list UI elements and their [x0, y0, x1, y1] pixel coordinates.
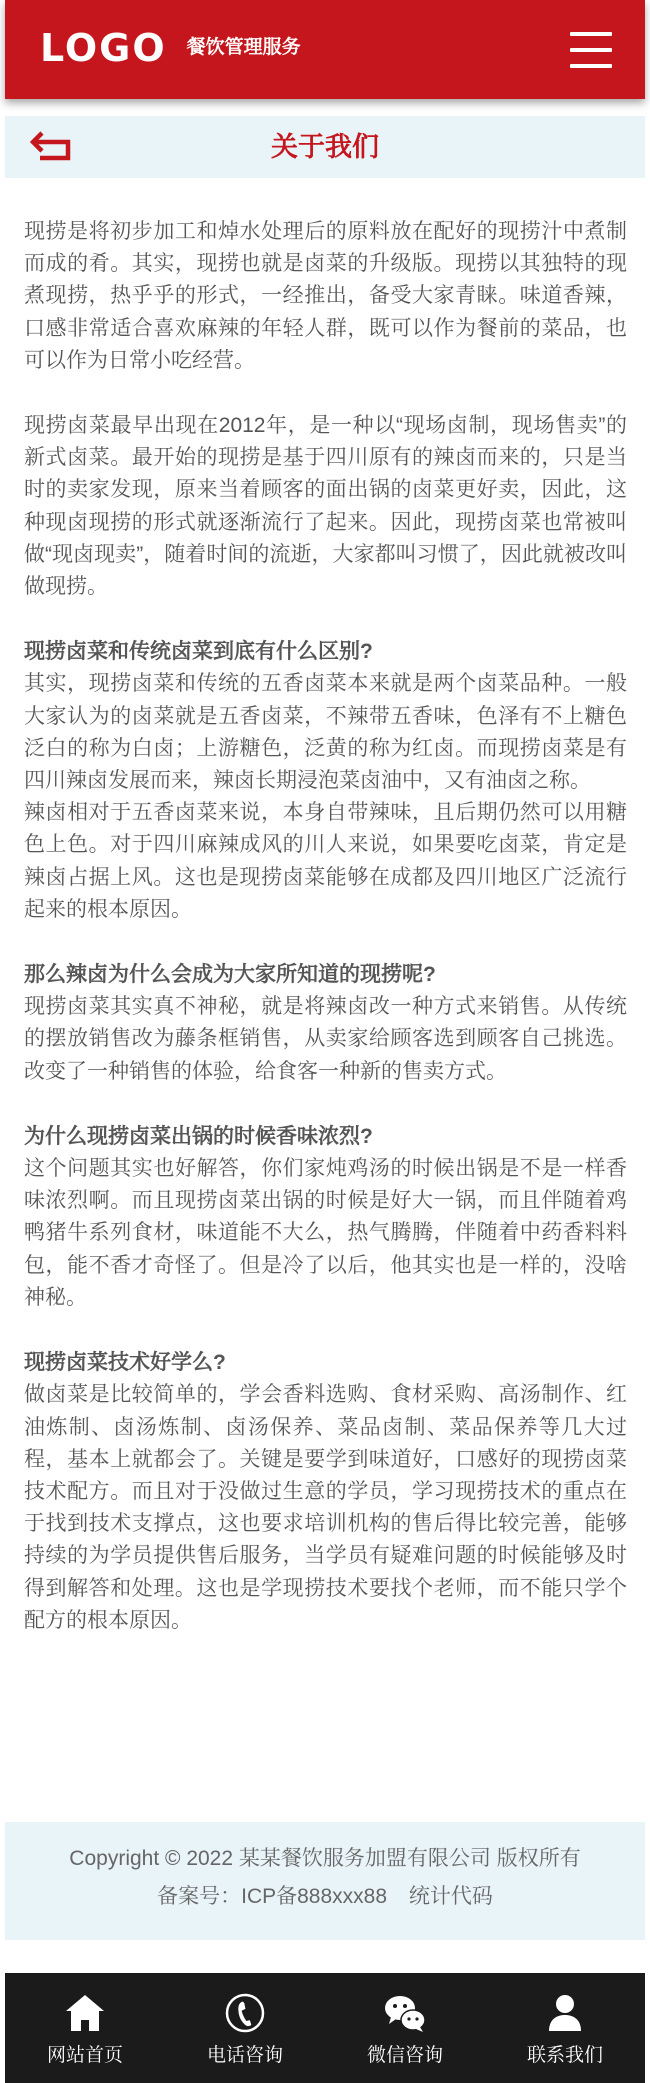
hamburger-menu-icon[interactable]	[570, 32, 612, 68]
bottom-nav	[5, 1973, 645, 2083]
home-icon	[63, 1991, 107, 2035]
article-heading: 那么辣卤为什么会成为大家所知道的现捞呢?	[24, 963, 436, 987]
article-paragraph: 辣卤相对于五香卤菜来说，本身自带辣味，且后期仍然可以用糖色上色。对于四川麻辣成风的川人来说，如果要吃卤菜，肯定是辣卤占据上风。这也是现捞卤菜能够在成都及四川地区广泛流行起来的根本原因。	[24, 801, 627, 921]
site-footer	[5, 1822, 645, 1940]
nav-item-contact[interactable]	[485, 1973, 645, 2083]
phone-icon	[223, 1991, 267, 2035]
article-paragraph: 现捞是将初步加工和焯水处理后的原料放在配好的现捞汁中煮制而成的肴。其实，现捞也就是卤菜的升级版。现捞以其独特的现煮现捞，热乎乎的形式，一经推出，备受大家青睐。味道香辣，口感非常适合喜欢麻辣的年轻人群，既可以作为餐前的菜品，也可以作为日常小吃经营。	[24, 220, 627, 372]
nav-label: 网站首页	[46, 2045, 123, 2066]
article-paragraph: 现捞卤菜最早出现在2012年，是一种以“现场卤制，现场售卖”的新式卤菜。最开始的现捞是基于四川原有的辣卤而来的，只是当时的卖家发现，原来当着顾客的面出锅的卤菜更好卖，因此，这种现卤现捞的形式就逐渐流行了起来。因此，现捞卤菜也常被叫做“现卤现卖”，随着时间的流逝，大家都叫习惯了，因此就被改叫做现捞。	[24, 414, 627, 599]
article-paragraph: 做卤菜是比较简单的，学会香料选购、食材采购、高汤制作、红油炼制、卤汤炼制、卤汤保养、菜品卤制、菜品保养等几大过程，基本上就都会了。关键是要学到味道好，口感好的现捞卤菜技术配方。而且对于没做过生意的学员，学习现捞技术的重点在于找到技术支撑点，这也要求培训机构的售后得比较完善，能够持续的为学员提供售后服务，当学员有疑难问题的时候能够及时得到解答和处理。这也是学现捞技术要找个老师，而不能只学个配方的根本原因。	[24, 1383, 627, 1632]
site-header	[5, 0, 645, 99]
icp-link[interactable]: 备案号：ICP备888xxx88	[157, 1885, 388, 1908]
back-arrow-icon[interactable]	[30, 130, 74, 164]
article-content	[24, 216, 627, 1637]
logo-subtitle: 餐饮管理服务	[186, 37, 301, 58]
nav-label: 微信咨询	[366, 2045, 443, 2066]
article-paragraph: 其实，现捞卤菜和传统的五香卤菜本来就是两个卤菜品种。一般大家认为的卤菜就是五香卤菜，不辣带五香味，色泽有不上糖色泛白的称为白卤；上游糖色，泛黄的称为红卤。而现捞卤菜是有四川辣卤发展而来，辣卤长期浸泡菜卤油中，又有油卤之称。	[24, 672, 627, 793]
logo-mark: LOGO	[40, 26, 167, 70]
stats-code-link[interactable]: 统计代码	[408, 1885, 493, 1908]
contact-person-icon	[543, 1991, 587, 2035]
article-paragraph: 现捞卤菜其实真不神秘，就是将辣卤改一种方式来销售。从传统的摆放销售改为藤条框销售，从卖家给顾客选到顾客自己挑选。改变了一种销售的体验，给食客一种新的售卖方式。	[24, 995, 627, 1083]
page-title-bar	[5, 116, 645, 178]
copyright-text: Copyright © 2022 某某餐饮服务加盟有限公司 版权所有	[69, 1847, 581, 1870]
article-heading: 为什么现捞卤菜出锅的时候香味浓烈?	[24, 1124, 373, 1148]
article-paragraph: 这个问题其实也好解答，你们家炖鸡汤的时候出锅是不是一样香味浓烈啊。而且现捞卤菜出锅的时候是好大一锅，而且伴随着鸡鸭猪牛系列食材，味道能不大么，热气腾腾，伴随着中药香料料包，能不香才奇怪了。但是冷了以后，他其实也是一样的，没啥神秘。	[24, 1157, 627, 1309]
article-heading: 现捞卤菜技术好学么?	[24, 1351, 226, 1375]
nav-label: 电话咨询	[206, 2045, 283, 2066]
wechat-icon	[383, 1991, 427, 2035]
nav-item-home[interactable]	[5, 1973, 165, 2083]
nav-label: 联系我们	[526, 2045, 603, 2066]
page-title: 关于我们	[271, 132, 379, 162]
nav-item-wechat[interactable]	[325, 1973, 485, 2083]
nav-item-phone[interactable]	[165, 1973, 325, 2083]
article-heading: 现捞卤菜和传统卤菜到底有什么区别?	[24, 640, 373, 664]
logo[interactable]	[40, 26, 301, 70]
